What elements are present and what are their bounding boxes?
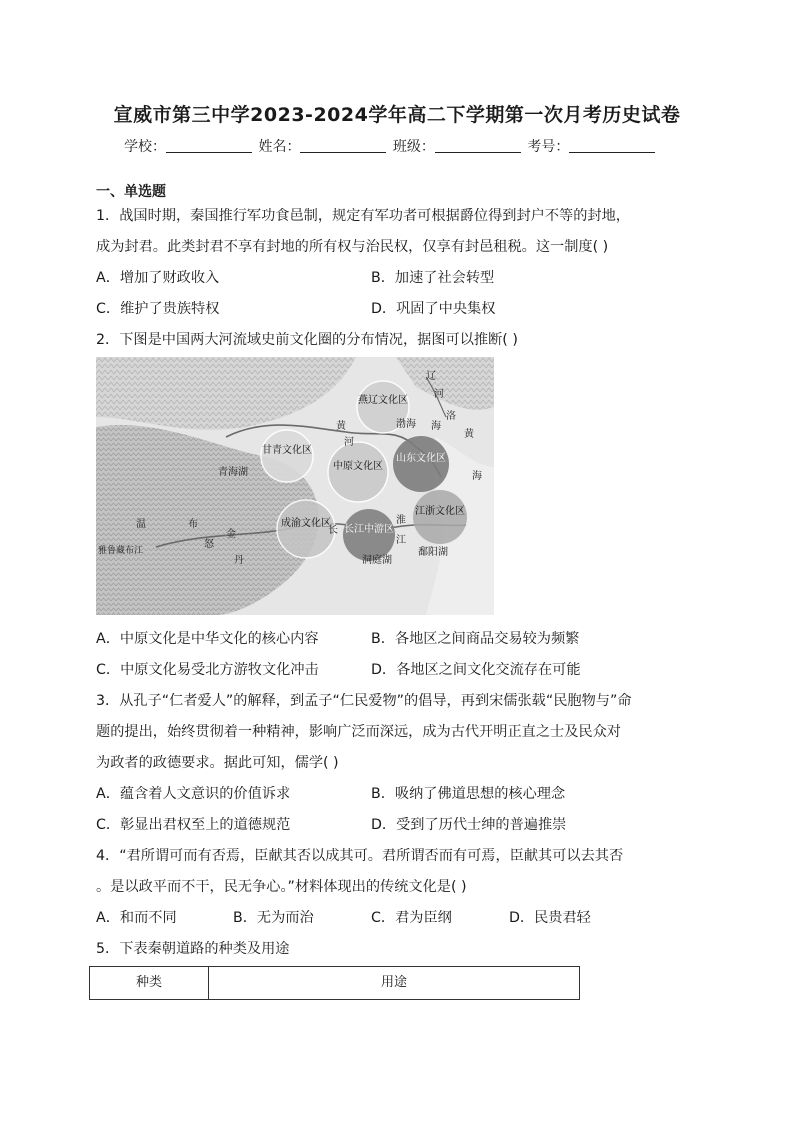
map-label-dongting-lake: 洞庭湖 <box>362 555 392 566</box>
q2-option-b: B．各地区之间商品交易较为频繁 <box>371 631 580 647</box>
map-label-liao: 辽 <box>426 371 436 382</box>
q3-option-c: C．彰显出君权至上的道德规范 <box>96 817 291 833</box>
map-label-huang-sea: 黄 <box>464 429 474 440</box>
q3-stem-line-2: 题的提出，始终贯彻着一种精神，影响广泛而深远，成为古代开明正直之士及民众对 <box>96 724 621 740</box>
table-header-row <box>90 967 580 1000</box>
q2-stem-line-1: 2．下图是中国两大河流域史前文化圈的分布情况，据图可以推断( ) <box>96 332 518 348</box>
circle-label-chengyu: 成渝文化区 <box>281 518 331 529</box>
class-blank <box>435 138 521 153</box>
q2-option-c: C．中原文化易受北方游牧文化冲击 <box>96 662 319 678</box>
q1-option-a: A．增加了财政收入 <box>96 270 220 286</box>
map-label-jiang: 江 <box>396 535 406 546</box>
map-label-he-2: 河 <box>434 389 444 400</box>
q3-stem-line-3: 为政者的政德要求。据此可知，儒学( ) <box>96 755 339 771</box>
page-title: 宣威市第三中学2023-2024学年高二下学期第一次月考历史试卷 <box>113 104 681 126</box>
q1-option-c: C．维护了贵族特权 <box>96 301 220 317</box>
q4-stem-line-2: 。是以政平而不干，民无争心。”材料体现出的传统文化是( ) <box>96 879 467 895</box>
circle-label-shandong: 山东文化区 <box>396 453 446 464</box>
q1-option-d: D．巩固了中央集权 <box>371 301 496 317</box>
school-label: 学校： <box>124 139 166 155</box>
q3-stem-line-1: 3．从孔子“仁者爱人”的解释，到孟子“仁民爱物”的倡导，再到宋儒张载“民胞物与”命 <box>96 693 632 709</box>
map-label-luo: 洛 <box>446 411 456 422</box>
culture-circle-ganqing <box>261 430 313 482</box>
map-label-hai: 海 <box>431 421 441 432</box>
culture-circle-chengyu <box>277 500 335 558</box>
q4-stem-line-1: 4．“君所谓可而有否焉，臣献其否以成其可。君所谓否而有可焉，臣献其可以去其否 <box>96 848 624 864</box>
map-label-sea: 海 <box>472 471 482 482</box>
exam-number-blank <box>569 138 655 153</box>
section-heading: 一、单选题 <box>96 184 166 200</box>
circle-label-jiangzhe: 江浙文化区 <box>415 506 465 517</box>
q4-option-a: A．和而不同 <box>96 910 177 926</box>
circle-label-changjiang: 长江中游区 <box>344 524 394 535</box>
name-blank <box>300 138 386 153</box>
culture-circle-jiangzhe <box>413 490 467 544</box>
map-label-poyang-lake: 鄱阳湖 <box>418 547 448 558</box>
map-label-bu: 布 <box>188 519 198 530</box>
map-label-huai: 淮 <box>396 515 406 526</box>
map-label-huang-river: 黄 <box>336 421 346 432</box>
q2-option-a: A．中原文化是中华文化的核心内容 <box>96 631 319 647</box>
circle-label-yanliao: 燕辽文化区 <box>358 395 408 406</box>
q3-option-a: A．蕴含着人文意识的价值诉求 <box>96 786 291 802</box>
school-blank <box>166 138 252 153</box>
q5-stem-line-1: 5．下表秦朝道路的种类及用途 <box>96 941 290 957</box>
culture-circle-changjiang <box>343 509 395 561</box>
map-label-yarlung-tsangpo: 雅鲁藏布江 <box>98 546 144 556</box>
class-label: 班级： <box>392 139 435 155</box>
table-header-usage: 用途 <box>209 967 580 1000</box>
q5-road-table <box>89 966 580 1000</box>
map-label-bohai: 渤海 <box>396 419 416 430</box>
circle-label-zhongyuan: 中原文化区 <box>333 461 383 472</box>
q3-option-d: D．受到了历代士绅的普遍推崇 <box>371 817 567 833</box>
student-info-row <box>124 136 657 156</box>
q1-option-b: B．加速了社会转型 <box>371 270 495 286</box>
map-label-nu: 怒 <box>204 539 214 550</box>
circle-label-ganqing: 甘青文化区 <box>262 445 312 456</box>
table-header-type: 种类 <box>90 967 209 1000</box>
q3-option-b: B．吸纳了佛道思想的核心理念 <box>371 786 566 802</box>
culture-circle-shandong <box>393 436 449 492</box>
map-label-jin: 金 <box>226 529 236 540</box>
map-label-wen: 温 <box>136 519 146 530</box>
q2-option-d: D．各地区之间文化交流存在可能 <box>371 662 581 678</box>
map-label-dan: 丹 <box>234 555 244 566</box>
q4-option-d: D．民贵君轻 <box>509 910 591 926</box>
exam-number-label: 考号： <box>527 139 570 155</box>
q1-stem-line-1: 1．战国时期，秦国推行军功食邑制，规定有军功者可根据爵位得到封户不等的封地， <box>96 208 630 224</box>
map-label-qinghai-lake: 青海湖 <box>218 467 248 478</box>
q4-option-b: B．无为而治 <box>233 910 314 926</box>
q1-stem-line-2: 成为封君。此类封君不享有封地的所有权与治民权，仅享有封邑租税。这一制度( ) <box>96 239 609 255</box>
q4-option-c: C．君为臣纲 <box>371 910 452 926</box>
name-label: 姓名： <box>258 139 301 155</box>
map-label-chang: 长 <box>328 525 338 536</box>
culture-circle-zhongyuan <box>328 442 388 502</box>
map-label-he: 河 <box>344 437 354 448</box>
prehistoric-culture-map <box>96 357 494 615</box>
